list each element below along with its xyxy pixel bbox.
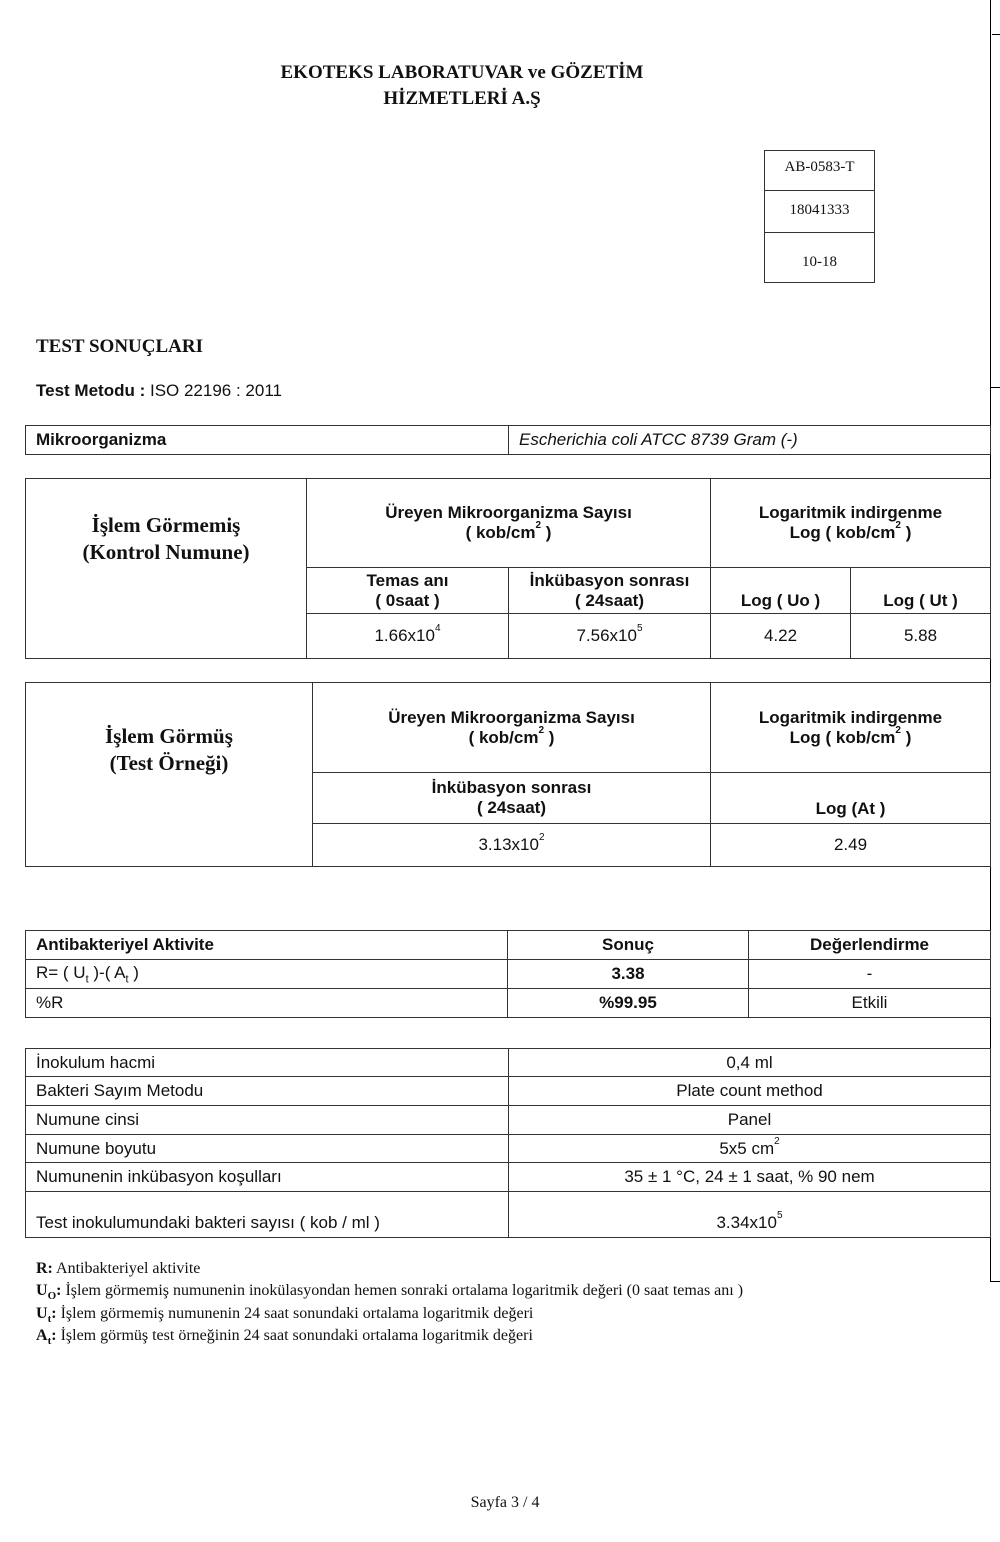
company-name-line1: EKOTEKS LABORATUVAR ve GÖZETİM bbox=[280, 62, 644, 83]
activity-row-percent-evaluation: Etkili bbox=[749, 989, 991, 1018]
control-count-header-line2: ( kob/$cm^2$ ) bbox=[465, 520, 552, 542]
document-code: AB-0583-T bbox=[784, 159, 855, 175]
control-col-incubation bbox=[509, 568, 711, 614]
microorganism-table bbox=[25, 425, 991, 455]
condition-value: 5x5 $cm^2$ bbox=[509, 1135, 991, 1163]
test-method bbox=[36, 381, 282, 401]
treated-col-incubation-line1: İnkübasyon sonrası bbox=[431, 778, 592, 797]
control-value-contact: $1.66x10^4$ bbox=[307, 614, 509, 659]
condition-value: Plate count method bbox=[509, 1077, 991, 1106]
test-method-value: ISO 22196 : 2011 bbox=[149, 381, 282, 400]
condition-value: $3.34x10^5$ bbox=[509, 1192, 991, 1238]
activity-row-r-result: 3.38 bbox=[508, 960, 749, 989]
control-col-contact-line1: Temas anı bbox=[366, 570, 449, 590]
control-count-header-line1: Üreyen Mikroorganizma Sayısı bbox=[385, 503, 632, 522]
control-col-log-uo: Log ( Uo ) bbox=[711, 568, 851, 614]
treated-col-incubation bbox=[313, 773, 711, 824]
treated-count-header-line2: ( kob/$cm^2$ ) bbox=[468, 724, 555, 747]
legend-r: R: Antibakteriyel aktivite bbox=[36, 1260, 201, 1277]
treated-sample-table bbox=[25, 682, 991, 867]
activity-row-r-evaluation: - bbox=[749, 960, 991, 989]
edge-tick-mid bbox=[990, 387, 1000, 388]
condition-label: Test inokulumundaki bakteri sayısı ( kob / ml ) bbox=[26, 1192, 509, 1238]
page-number: Sayfa 3 / 4 bbox=[470, 1494, 540, 1511]
report-date: 10-18 bbox=[802, 254, 837, 270]
company-name-line2: HİZMETLERİ A.Ş bbox=[383, 88, 541, 109]
section-title: TEST SONUÇLARI bbox=[36, 336, 204, 357]
control-title-line2: (Kontrol Numune) bbox=[82, 539, 250, 564]
control-log-header bbox=[711, 479, 991, 568]
activity-row-r-label: R= ( $U_t$ )-( $A_t$ ) bbox=[26, 960, 508, 989]
control-sample-table bbox=[25, 478, 991, 659]
control-col-contact-line2: ( 0saat ) bbox=[375, 590, 440, 610]
control-count-header bbox=[307, 479, 711, 568]
control-sample-title bbox=[26, 479, 307, 659]
control-log-header-line1: Logaritmik indirgenme bbox=[758, 503, 943, 522]
treated-title-line1: İşlem Görmüş bbox=[105, 723, 233, 748]
control-col-contact bbox=[307, 568, 509, 614]
condition-label: Numunenin inkübasyon koşulları bbox=[26, 1163, 509, 1192]
condition-value: 35 ± 1 °C, 24 ± 1 saat, % 90 nem bbox=[509, 1163, 991, 1192]
edge-tick-bottom bbox=[990, 1281, 1000, 1282]
legend-at: $A_t$: İşlem görmüş test örneğinin 24 saat sonundaki ortalama logaritmik değeri bbox=[36, 1327, 533, 1348]
document-code-box bbox=[764, 150, 875, 283]
treated-value-log-at: 2.49 bbox=[711, 824, 991, 867]
treated-log-header-line2: Log ( kob/$cm^2$ ) bbox=[789, 724, 912, 747]
control-value-log-uo: 4.22 bbox=[711, 614, 851, 659]
condition-value: 0,4 ml bbox=[509, 1049, 991, 1077]
control-col-log-ut: Log ( Ut ) bbox=[851, 568, 991, 614]
activity-header-label: Antibakteriyel Aktivite bbox=[26, 931, 508, 960]
legend-ut: $U_t$: İşlem görmemiş numunenin 24 saat sonundaki ortalama logaritmik değeri bbox=[36, 1305, 534, 1326]
control-value-log-ut: 5.88 bbox=[851, 614, 991, 659]
control-log-header-line2: Log ( kob/$cm^2$ ) bbox=[789, 520, 912, 542]
treated-value-incubation: $3.13x10^2$ bbox=[313, 824, 711, 867]
treated-col-log-at: Log (At ) bbox=[711, 773, 991, 824]
condition-value: Panel bbox=[509, 1106, 991, 1135]
treated-log-header bbox=[711, 683, 991, 773]
condition-label: İnokulum hacmi bbox=[26, 1049, 509, 1077]
conditions-table bbox=[25, 1048, 991, 1238]
treated-title-line2: (Test Örneği) bbox=[109, 750, 229, 775]
activity-header-result: Sonuç bbox=[508, 931, 749, 960]
control-col-incubation-line2: ( 24saat) bbox=[575, 590, 644, 610]
control-value-incubation: $7.56x10^5$ bbox=[509, 614, 711, 659]
activity-row-percent-result: %99.95 bbox=[508, 989, 749, 1018]
treated-count-header-line1: Üreyen Mikroorganizma Sayısı bbox=[388, 707, 635, 727]
condition-label: Numune boyutu bbox=[26, 1135, 509, 1163]
condition-label: Numune cinsi bbox=[26, 1106, 509, 1135]
report-number: 18041333 bbox=[789, 202, 850, 218]
treated-log-header-line1: Logaritmik indirgenme bbox=[758, 707, 943, 727]
activity-header-evaluation: Değerlendirme bbox=[749, 931, 991, 960]
edge-tick-top bbox=[992, 34, 1000, 35]
control-col-incubation-line1: İnkübasyon sonrası bbox=[529, 570, 690, 590]
microorganism-value: Escherichia coli ATCC 8739 Gram (-) bbox=[509, 426, 991, 455]
treated-col-incubation-line2: ( 24saat) bbox=[477, 798, 546, 817]
condition-label: Bakteri Sayım Metodu bbox=[26, 1077, 509, 1106]
control-title-line1: İşlem Görmemiş bbox=[91, 512, 241, 537]
legend-uo: $U_O$: İşlem görmemiş numunenin inokülasyondan hemen sonraki ortalama logaritmik değeri (0 saat temas anı ) bbox=[36, 1282, 744, 1303]
test-method-label: Test Metodu : bbox=[36, 381, 146, 400]
activity-row-percent-label: %R bbox=[26, 989, 508, 1018]
microorganism-label: Mikroorganizma bbox=[26, 426, 509, 455]
activity-table bbox=[25, 930, 991, 1018]
treated-count-header bbox=[313, 683, 711, 773]
treated-sample-title bbox=[26, 683, 313, 867]
